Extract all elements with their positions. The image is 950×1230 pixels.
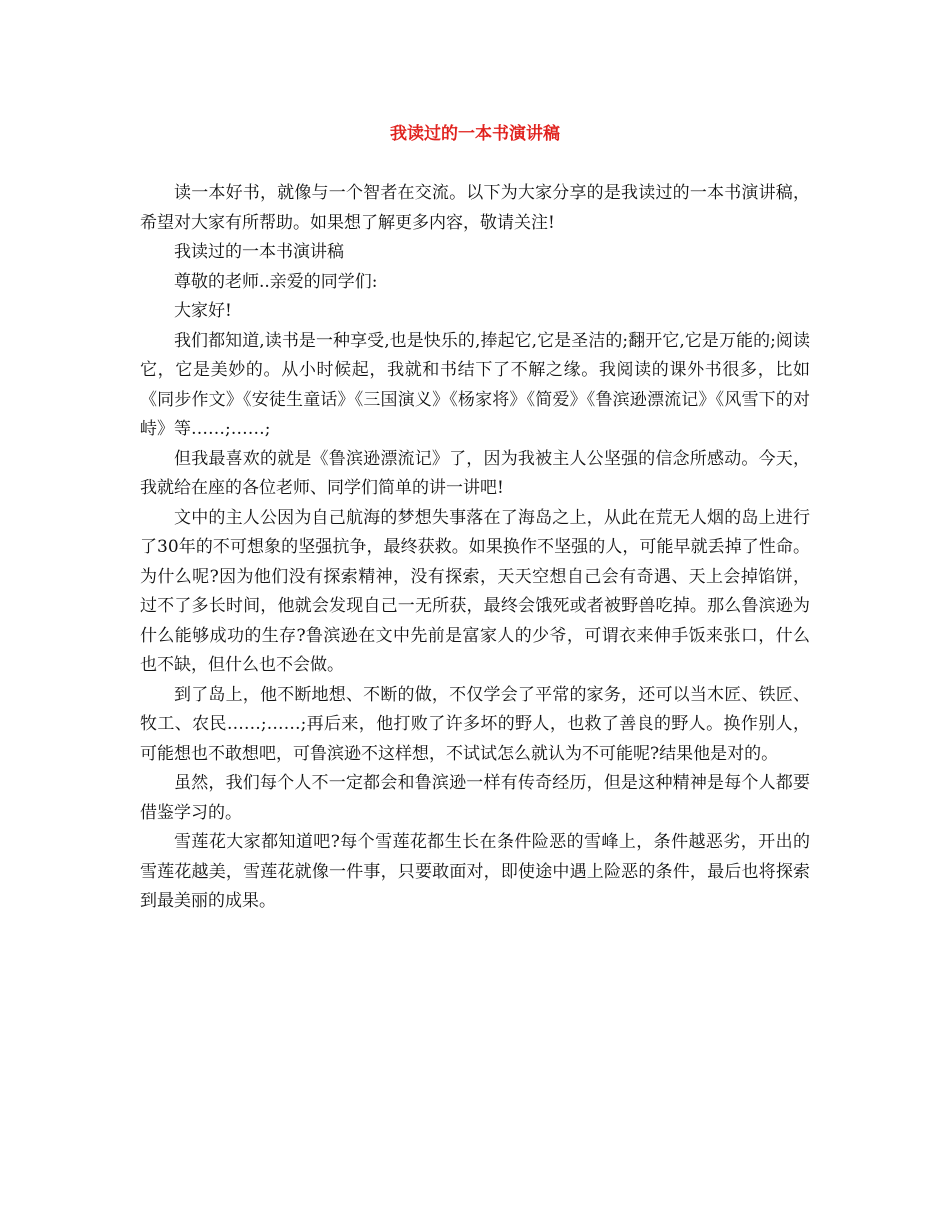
document-title: 我读过的一本书演讲稿	[390, 124, 560, 144]
paragraph-on-island: 到了岛上，他不断地想、不断的做，不仅学会了平常的家务，还可以当木匠、铁匠、牧工、农民……;……;再后来，他打败了许多坏的野人，也救了善良的野人。换作别人，可能想也不敢想吧，可鲁滨逊不这样想，不试试怎么就认为不可能呢?结果他是对的。	[140, 684, 810, 764]
paragraph-greeting: 大家好!	[174, 301, 232, 321]
paragraph-heading: 我读过的一本书演讲稿	[174, 242, 344, 262]
paragraph-snow-lotus: 雪莲花大家都知道吧?每个雪莲花都生长在条件险恶的雪峰上，条件越恶劣，开出的雪莲花越美，雪莲花就像一件事，只要敢面对，即使途中遇上险恶的条件，最后也将探索到最美丽的成果。	[140, 832, 810, 911]
paragraph-salutation: 尊敬的老师..亲爱的同学们:	[174, 271, 378, 292]
paragraph-reading-joy: 我们都知道,读书是一种享受,也是快乐的,捧起它,它是圣洁的;翻开它,它是万能的;阅读它，它是美妙的。从小时候起，我就和书结下了不解之缘。我阅读的课外书很多，比如《同步作文》《安徒生童话》《三国演义》《杨家将》《简爱》《鲁滨逊漂流记》《风雪下的对峙》等……;……;	[140, 330, 810, 439]
document-body	[140, 179, 810, 917]
paragraph-story: 文中的主人公因为自己航海的梦想失事落在了海岛之上，从此在荒无人烟的岛上进行了30年的不可想象的坚强抗争，最终获救。如果换作不坚强的人，可能早就丢掉了性命。为什么呢?因为他们没有探索精神，没有探索，天天空想自己会有奇遇、天上会掉馅饼，过不了多长时间，他就会发现自己一无所获，最终会饿死或者被野兽吃掉。那么鲁滨逊为什么能够成功的生存?鲁滨逊在文中先前是富家人的少爷，可谓衣来伸手饭来张口，什么也不缺，但什么也不会做。	[140, 507, 810, 675]
paragraph-spirit: 虽然，我们每个人不一定都会和鲁滨逊一样有传奇经历，但是这种精神是每个人都要借鉴学习的。	[140, 773, 810, 823]
paragraph-intro: 读一本好书，就像与一个智者在交流。以下为大家分享的是我读过的一本书演讲稿，希望对大家有所帮助。如果想了解更多内容，敬请关注!	[140, 183, 810, 233]
paragraph-favorite-book: 但我最喜欢的就是《鲁滨逊漂流记》了，因为我被主人公坚强的信念所感动。今天，我就给在座的各位老师、同学们简单的讲一讲吧!	[140, 448, 810, 498]
